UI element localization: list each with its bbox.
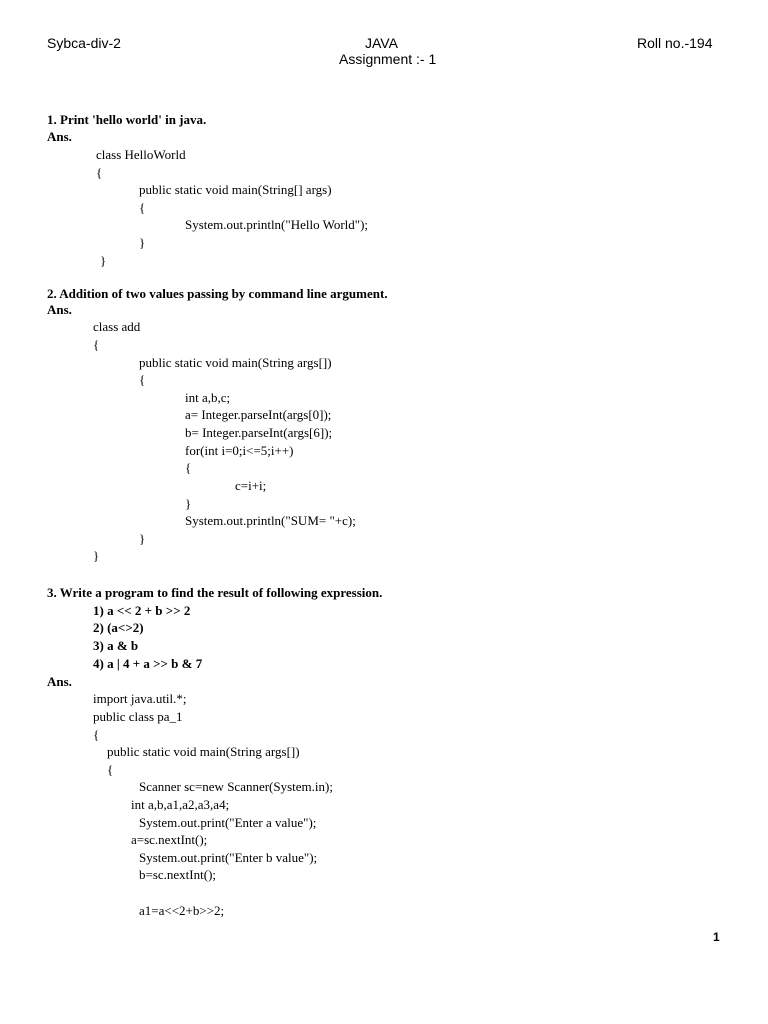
q3-code-line: import java.util.*; bbox=[93, 691, 187, 706]
q2-code-line: c=i+i; bbox=[235, 478, 267, 493]
q2-question: 2. Addition of two values passing by command line argument. bbox=[47, 286, 388, 301]
q1-code-line: public static void main(String[] args) bbox=[139, 182, 332, 197]
header-right: Roll no.-194 bbox=[637, 35, 713, 51]
header-subtitle: Assignment :- 1 bbox=[339, 51, 437, 67]
q2-ans-label: Ans. bbox=[47, 302, 72, 317]
page-number: 1 bbox=[713, 930, 720, 944]
q1-code-line: { bbox=[139, 200, 146, 215]
q3-expression-item: 3) a & b bbox=[93, 638, 139, 653]
q3-code-line: Scanner sc=new Scanner(System.in); bbox=[139, 779, 333, 794]
q3-code-line: a1=a<<2+b>>2; bbox=[139, 903, 225, 918]
q2-code-line: a= Integer.parseInt(args[0]); bbox=[185, 407, 332, 422]
q1-code-line: } bbox=[139, 235, 146, 250]
q3-code-line: public class pa_1 bbox=[93, 709, 183, 724]
q3-ans-label: Ans. bbox=[47, 674, 72, 689]
q1-code-line: System.out.println("Hello World"); bbox=[185, 217, 369, 232]
q1-code-line: { bbox=[96, 165, 103, 180]
q1-question: 1. Print 'hello world' in java. bbox=[47, 112, 207, 127]
q3-code-line: a=sc.nextInt(); bbox=[131, 832, 208, 847]
q1-ans-label: Ans. bbox=[47, 129, 72, 144]
q2-code-line: } bbox=[139, 531, 146, 546]
q1-code-line: class HelloWorld bbox=[96, 147, 186, 162]
q3-question: 3. Write a program to find the result of following expression. bbox=[47, 585, 383, 600]
q1-code-line: } bbox=[100, 253, 107, 268]
q2-code-line: class add bbox=[93, 319, 141, 334]
q2-code-line: { bbox=[93, 337, 100, 352]
q2-code-line: { bbox=[185, 460, 192, 475]
q3-code-line: int a,b,a1,a2,a3,a4; bbox=[131, 797, 230, 812]
q2-code-line: int a,b,c; bbox=[185, 390, 231, 405]
header-left: Sybca-div-2 bbox=[47, 35, 121, 51]
q2-code-line: } bbox=[185, 496, 192, 511]
q3-code-line: System.out.print("Enter a value"); bbox=[139, 815, 317, 830]
q3-expression-item: 4) a | 4 + a >> b & 7 bbox=[93, 656, 203, 671]
q3-code-line: { bbox=[93, 727, 100, 742]
q2-code-line: System.out.println("SUM= "+c); bbox=[185, 513, 356, 528]
q2-code-line: } bbox=[93, 548, 100, 563]
q2-code-line: for(int i=0;i<=5;i++) bbox=[185, 443, 294, 458]
q3-code-line: public static void main(String args[]) bbox=[107, 744, 300, 759]
q3-expression-item: 2) (a<>2) bbox=[93, 620, 144, 635]
q3-expression-item: 1) a << 2 + b >> 2 bbox=[93, 603, 191, 618]
q2-code-line: public static void main(String args[]) bbox=[139, 355, 332, 370]
q2-code-line: { bbox=[139, 372, 146, 387]
q3-code-line: b=sc.nextInt(); bbox=[139, 867, 217, 882]
q3-code-line: System.out.print("Enter b value"); bbox=[139, 850, 318, 865]
q2-code-line: b= Integer.parseInt(args[6]); bbox=[185, 425, 333, 440]
header-center: JAVA bbox=[365, 35, 398, 51]
q3-code-line: { bbox=[107, 762, 114, 777]
